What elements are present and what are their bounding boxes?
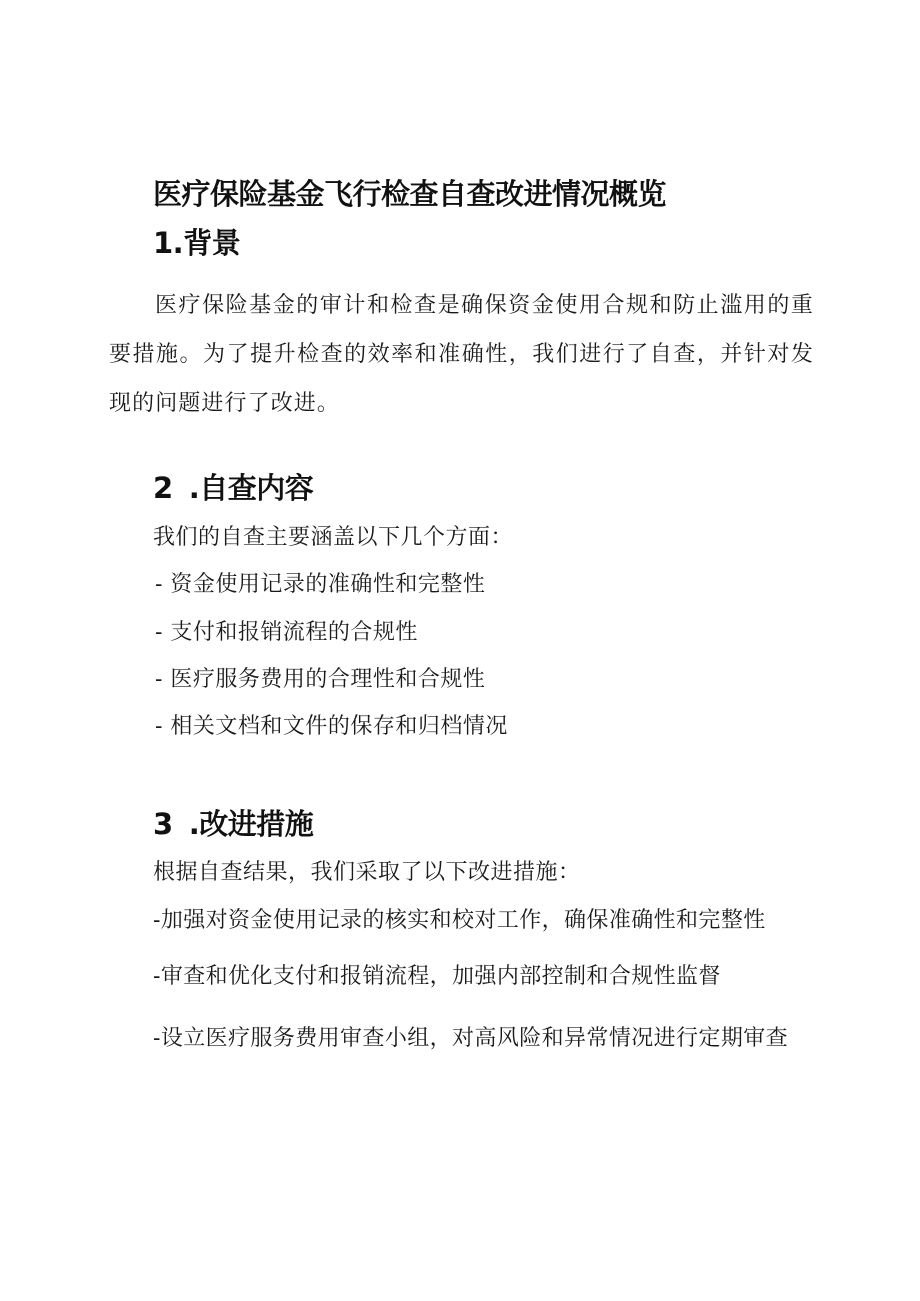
section-2-list-item: - 医疗服务费用的合理性和合规性 [155, 667, 486, 692]
section-2-title: .自查内容 [188, 471, 314, 505]
section-3-number: 3 [153, 807, 173, 841]
section-2-heading [153, 471, 314, 505]
section-2-list-item: - 资金使用记录的准确性和完整性 [155, 572, 486, 597]
document-title: 医疗保险基金飞行检查自查改进情况概览 [153, 177, 667, 211]
section-2-intro: 我们的自查主要涵盖以下几个方面： [153, 525, 514, 550]
section-1-paragraph: 医疗保险基金的审计和检查是确保资金使用合规和防止滥用的重要措施。为了提升检查的效率和准确性，我们进行了自查，并针对发现的问题进行了改进。 [109, 293, 814, 416]
section-3-list-item: -审查和优化支付和报销流程，加强内部控制和合规性监督 [153, 964, 721, 989]
section-2-list-item: - 相关文档和文件的保存和归档情况 [155, 714, 508, 739]
section-3-title: .改进措施 [188, 807, 314, 841]
section-1-number: 1. [153, 226, 184, 260]
section-3-heading [153, 807, 314, 841]
section-1-title: 背景 [183, 226, 241, 260]
section-1-heading [153, 226, 241, 260]
section-2-list-item: - 支付和报销流程的合规性 [155, 620, 418, 645]
section-3-list-item: -设立医疗服务费用审查小组，对高风险和异常情况进行定期审查 [153, 1026, 789, 1051]
section-2-number: 2 [153, 471, 173, 505]
section-3-list-item: -加强对资金使用记录的核实和校对工作，确保准确性和完整性 [153, 908, 766, 933]
section-3-intro: 根据自查结果，我们采取了以下改进措施： [153, 860, 581, 885]
